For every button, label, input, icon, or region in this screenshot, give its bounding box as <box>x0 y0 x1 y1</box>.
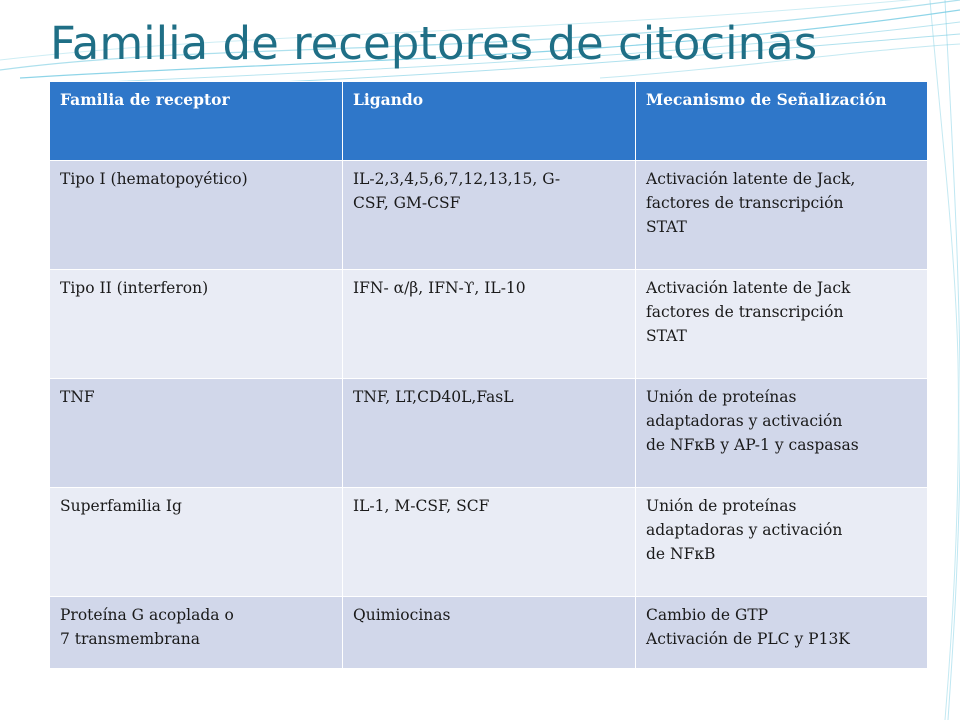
header-mechanism: Mecanismo de Señalización <box>636 82 928 161</box>
cell-mechanism: Activación latente de Jack, factores de transcripción STAT <box>636 161 928 270</box>
cell-family: Tipo II (interferon) <box>50 270 343 379</box>
cell-mechanism: Cambio de GTP Activación de PLC y P13K <box>636 597 928 669</box>
slide-title: Familia de receptores de citocinas <box>50 17 818 70</box>
cell-mechanism: Unión de proteínas adaptadoras y activación de NFκB <box>636 488 928 597</box>
cell-ligand: Quimiocinas <box>343 597 636 669</box>
table-row <box>50 270 928 379</box>
cell-mechanism: Unión de proteínas adaptadoras y activación de NFκB y AP-1 y caspasas <box>636 379 928 488</box>
table-header-row <box>50 82 928 161</box>
header-ligand: Ligando <box>343 82 636 161</box>
cell-ligand: IL-2,3,4,5,6,7,12,13,15, G- CSF, GM-CSF <box>343 161 636 270</box>
cell-ligand: IL-1, M-CSF, SCF <box>343 488 636 597</box>
header-family: Familia de receptor <box>50 82 343 161</box>
table-row <box>50 597 928 669</box>
receptor-table <box>49 81 928 669</box>
table-row <box>50 488 928 597</box>
table-row <box>50 379 928 488</box>
cell-family: Tipo I (hematopoyético) <box>50 161 343 270</box>
cell-ligand: TNF, LT,CD40L,FasL <box>343 379 636 488</box>
cell-family: Proteína G acoplada o 7 transmembrana <box>50 597 343 669</box>
cell-mechanism: Activación latente de Jack factores de transcripción STAT <box>636 270 928 379</box>
cell-family: TNF <box>50 379 343 488</box>
cell-family: Superfamilia Ig <box>50 488 343 597</box>
table-row <box>50 161 928 270</box>
cell-ligand: IFN- α/β, IFN-ϒ, IL-10 <box>343 270 636 379</box>
